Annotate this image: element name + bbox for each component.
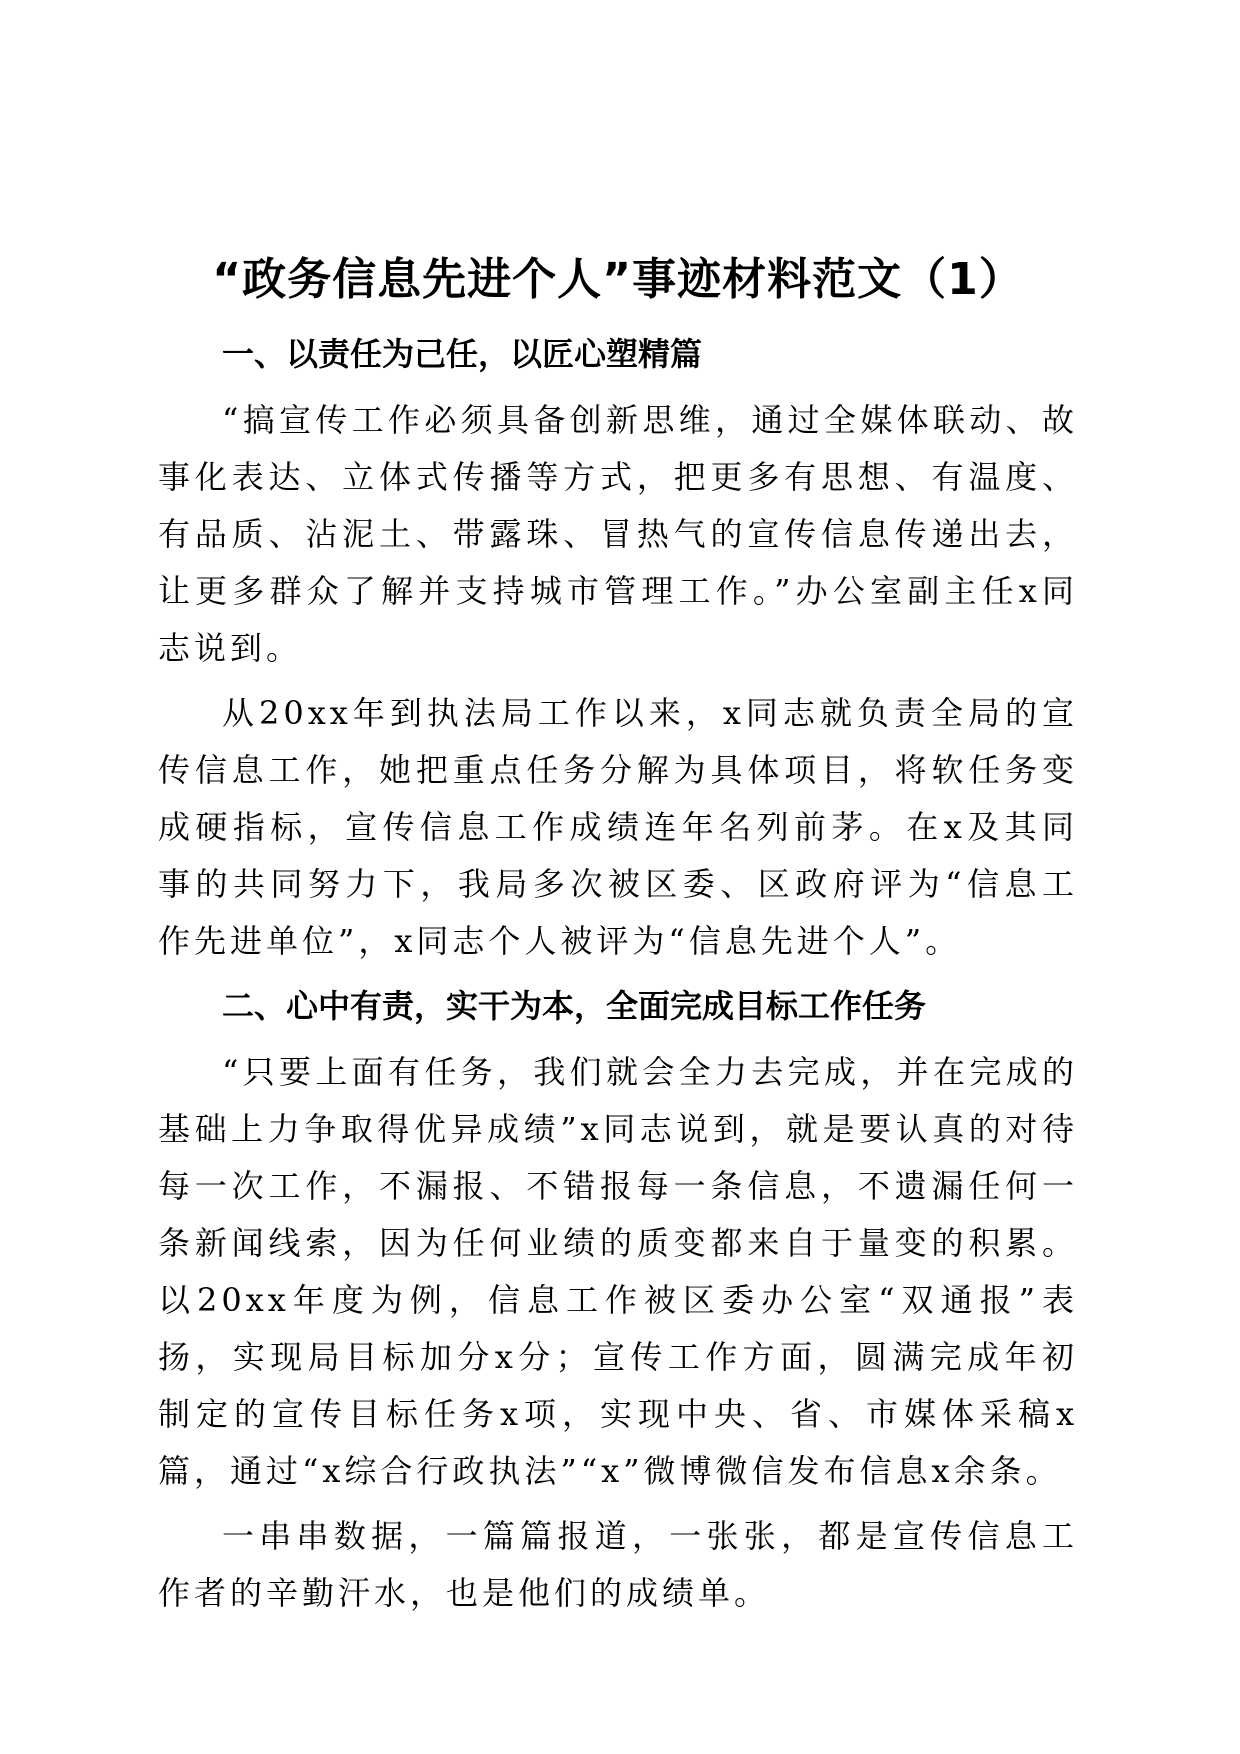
section-2 [158, 978, 1078, 1622]
section-2-heading: 二、心中有责，实干为本，全面完成目标工作任务 [222, 987, 927, 1025]
document-page [158, 250, 1078, 1630]
section-1-paragraph-2: 从20xx年到执法局工作以来，x同志就负责全局的宣传信息工作，她把重点任务分解为具体项目，将软任务变成硬指标，宣传信息工作成绩连年名列前茅。在x及其同事的共同努力下，我局多次被区委、区政府评为“信息工作先进单位”，x同志个人被评为“信息先进个人”。 [158, 694, 1078, 960]
section-2-paragraph-2: 一串串数据，一篇篇报道，一张张，都是宣传信息工作者的辛勤汗水，也是他们的成绩单。 [158, 1517, 1078, 1612]
section-2-paragraph-1: “只要上面有任务，我们就会全力去完成，并在完成的基础上力争取得优异成绩”x同志说到，就是要认真的对待每一次工作，不漏报、不错报每一条信息，不遗漏任何一条新闻线索，因为任何业绩的质变都来自于量变的积累。以20xx年度为例，信息工作被区委办公室“双通报”表扬，实现局目标加分x分；宣传工作方面，圆满完成年初制定的宣传目标任务x项，实现中央、省、市媒体采稿x篇，通过“x综合行政执法”“x”微博微信发布信息x余条。 [158, 1053, 1078, 1490]
section-1 [158, 326, 1078, 970]
document-title: “政务信息先进个人”事迹材料范文（1） [212, 254, 1024, 305]
section-1-heading: 一、以责任为己任，以匠心塑精篇 [222, 335, 703, 373]
section-1-paragraph-1: “搞宣传工作必须具备创新思维，通过全媒体联动、故事化表达、立体式传播等方式，把更多有思想、有温度、有品质、沾泥土、带露珠、冒热气的宣传信息传递出去，让更多群众了解并支持城市管理工作。”办公室副主任x同志说到。 [158, 401, 1078, 667]
